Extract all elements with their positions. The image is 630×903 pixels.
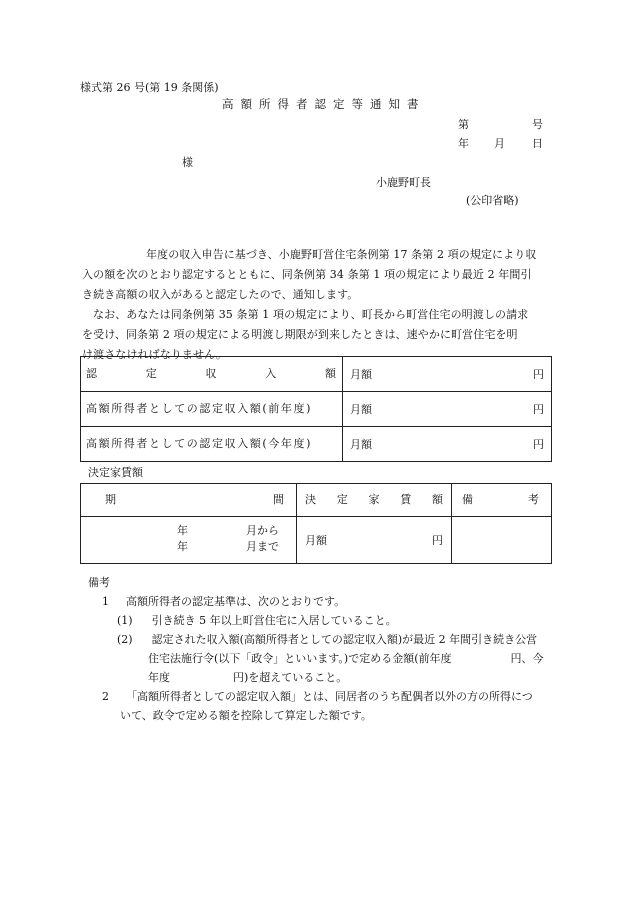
note-item-1 — [80, 592, 560, 611]
paragraph-2-line-1: なお、あなたは同条例第 35 条第 1 項の規定により、町長から町営住宅の明渡しの請求 — [93, 308, 529, 321]
date-day: 日 — [532, 137, 543, 150]
period-header — [81, 484, 297, 517]
period-from-month: 月から — [246, 524, 279, 537]
header-char: 賃 — [400, 492, 412, 506]
note-text: 引き続き 5 年以上町営住宅に入居していること。 — [151, 614, 397, 627]
note-sub-2-line-3 — [80, 668, 560, 687]
yen-unit: 円 — [533, 368, 544, 381]
table-header-row — [81, 484, 552, 517]
table-row — [81, 427, 552, 462]
note-text: 住宅法施行令(以下「政令」といいます。)で定める金額(前年度 — [148, 652, 452, 665]
seal-note: (公印省略) — [466, 194, 519, 207]
note-text: 円)を超えていること。 — [233, 671, 348, 684]
paragraph-1 — [82, 245, 552, 305]
header-char: 間 — [273, 492, 284, 506]
label-char: 認 — [86, 366, 97, 380]
header-char: 決 — [305, 492, 316, 506]
rent-section-label: 決定家賃額 — [88, 466, 143, 479]
note-text: 認定された収入額(高額所得者としての認定収入額)が最近 2 年間引き続き公営 — [151, 633, 538, 646]
period-cell[interactable] — [81, 517, 297, 564]
date-year: 年 — [458, 137, 469, 150]
income-label-cell — [81, 357, 343, 392]
income-value-cell[interactable] — [343, 357, 552, 392]
yen-unit: 円 — [533, 438, 544, 451]
document-title: 高額所得者認定等通知書 — [222, 97, 426, 111]
table-row — [81, 392, 552, 427]
paragraph-1-line-2: 入の額を次のとおり認定するとともに、同条例第 34 条第 1 項の規定により最近 2 年間引 — [82, 268, 532, 281]
paragraph-2-line-3: け渡さなければなりません。 — [82, 348, 227, 361]
note-text: 年度 — [148, 671, 170, 684]
header-char: 期 — [105, 492, 116, 506]
date-month: 月 — [494, 137, 505, 150]
header-char: 額 — [432, 492, 443, 506]
number-prefix: 第 — [458, 118, 469, 131]
period-to-year: 年 — [177, 540, 188, 553]
rent-table — [80, 483, 552, 564]
header-char: 家 — [368, 492, 380, 506]
prev-year-label-cell: 高額所得者としての認定収入額(前年度) — [81, 392, 343, 427]
paragraph-1-line-3: き続き高額の収入があると認定したので、通知します。 — [82, 288, 359, 301]
prev-year-value-cell[interactable] — [343, 392, 552, 427]
note-number: (2) — [117, 633, 133, 646]
remarks-cell[interactable] — [452, 517, 552, 564]
period-from-year: 年 — [177, 524, 188, 537]
monthly-label: 月額 — [350, 438, 372, 451]
table-row — [81, 517, 552, 564]
notes-heading: 備考 — [88, 576, 110, 589]
paragraph-2-line-2: を受け、同条第 2 項の規定による明渡し期限が到来したときは、速やかに町営住宅を明 — [82, 328, 518, 341]
note-item-2-line-2: いて、政令で定める額を控除して算定した額です。 — [120, 709, 372, 722]
note-number: (1) — [117, 614, 133, 627]
yen-unit: 円 — [432, 534, 443, 547]
header-char: 考 — [528, 492, 539, 506]
header-char: 備 — [462, 492, 473, 506]
addressee-suffix: 様 — [182, 156, 193, 169]
table-row — [81, 357, 552, 392]
notes-section — [80, 573, 560, 725]
note-number: 1 — [102, 595, 109, 608]
monthly-label: 月額 — [305, 534, 327, 547]
note-sub-1 — [80, 611, 560, 630]
note-sub-2 — [80, 630, 560, 649]
note-number: 2 — [102, 690, 109, 703]
form-number: 様式第 26 号(第 19 条関係) — [80, 81, 219, 94]
monthly-label: 月額 — [350, 368, 372, 381]
number-suffix: 号 — [532, 118, 543, 131]
label-char: 入 — [265, 366, 277, 380]
header-char: 定 — [336, 492, 348, 506]
note-text: 高額所得者の認定基準は、次のとおりです。 — [126, 595, 346, 608]
paragraph-1-line-1: 年度の収入申告に基づき、小鹿野町営住宅条例第 17 条第 2 項の規定により収 — [146, 248, 537, 261]
yen-unit: 円 — [533, 403, 544, 416]
label-char: 額 — [325, 366, 336, 380]
note-text: 円、今 — [510, 652, 544, 665]
note-item-2 — [80, 687, 560, 706]
period-to-month: 月まで — [246, 540, 279, 553]
rent-header — [297, 484, 452, 517]
this-year-label-cell: 高額所得者としての認定収入額(今年度) — [81, 427, 343, 462]
note-sub-2-line-2 — [80, 649, 560, 668]
this-year-value-cell[interactable] — [343, 427, 552, 462]
label-char: 定 — [145, 366, 157, 380]
label-char: 収 — [205, 366, 217, 380]
remarks-header — [452, 484, 552, 517]
income-table — [80, 356, 552, 462]
monthly-label: 月額 — [350, 403, 372, 416]
note-text: 「高額所得者としての認定収入額」とは、同居者のうち配偶者以外の方の所得につ — [126, 690, 533, 703]
issuer-name: 小鹿野町長 — [376, 176, 431, 189]
rent-value-cell[interactable] — [297, 517, 452, 564]
